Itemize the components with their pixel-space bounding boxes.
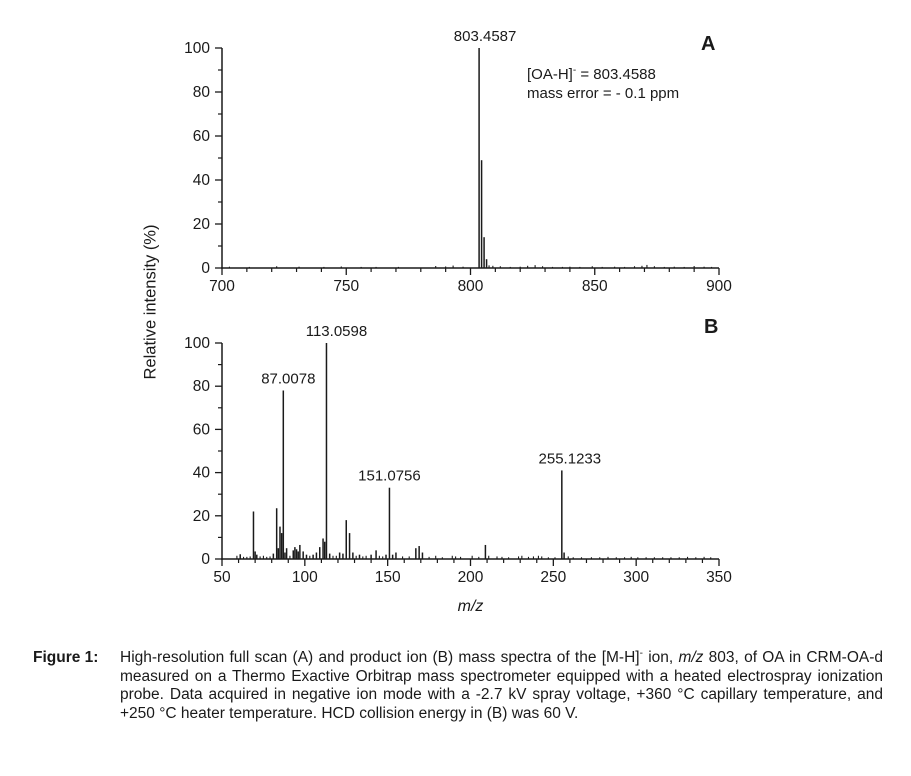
y-tick-label: 0 bbox=[201, 551, 210, 568]
y-axis-label: Relative intensity (%) bbox=[141, 224, 160, 380]
figure-caption bbox=[33, 649, 883, 723]
x-tick-label: 850 bbox=[581, 278, 608, 295]
peak-label: 255.1233 bbox=[538, 450, 602, 468]
x-tick-label: 250 bbox=[540, 569, 567, 586]
y-tick-label: 60 bbox=[192, 128, 210, 145]
y-tick-label: 80 bbox=[192, 378, 210, 396]
y-tick-label: 20 bbox=[192, 507, 210, 525]
x-tick-label: 900 bbox=[706, 278, 732, 295]
peak-label: 87.0078 bbox=[261, 370, 316, 388]
peak-label: 113.0598 bbox=[305, 323, 368, 340]
x-tick-label: 50 bbox=[213, 569, 231, 586]
x-tick-label: 300 bbox=[623, 569, 650, 586]
ion-annotation-line1: [OA-H]- = 803.4588 bbox=[527, 65, 656, 83]
x-tick-label: 750 bbox=[333, 278, 360, 295]
panel-label-b: B bbox=[704, 316, 719, 338]
panel-label-a: A bbox=[701, 33, 716, 55]
x-axis-label: m/z bbox=[457, 598, 484, 615]
y-tick-label: 80 bbox=[192, 84, 210, 101]
caption-text: High-resolution full scan (A) and product ion (B) mass spectra of the [M-H]- ion, m/z 803, of OA in CRM-OA-d measured on a Thermo Exactive Orbitrap mass spectrometer equipped with a heated electrospray ionization probe. Data acquired in negative ion mode with a -2.7 kV spray voltage, +360 °C capillary temperature, and +250 °C heater temperature. HCD collision energy in (B) was 60 V. bbox=[120, 647, 883, 722]
y-tick-label: 100 bbox=[184, 335, 210, 352]
y-tick-label: 100 bbox=[184, 40, 210, 57]
y-tick-label: 0 bbox=[201, 260, 210, 277]
y-tick-label: 40 bbox=[192, 464, 210, 482]
ion-annotation-line2: mass error = - 0.1 ppm bbox=[527, 84, 680, 102]
y-tick-label: 20 bbox=[192, 216, 210, 233]
x-tick-label: 150 bbox=[374, 569, 401, 586]
y-tick-label: 40 bbox=[192, 172, 210, 189]
x-tick-label: 800 bbox=[457, 278, 484, 295]
ion-annotation bbox=[527, 66, 679, 103]
x-tick-label: 700 bbox=[209, 278, 235, 295]
x-tick-label: 100 bbox=[291, 569, 318, 586]
x-tick-label: 350 bbox=[706, 569, 732, 586]
x-tick-label: 200 bbox=[457, 569, 484, 586]
peak-label: 151.0756 bbox=[358, 467, 421, 485]
y-tick-label: 60 bbox=[192, 421, 210, 439]
caption-label: Figure 1: bbox=[33, 649, 99, 666]
peak-label: 803.4587 bbox=[453, 28, 517, 45]
